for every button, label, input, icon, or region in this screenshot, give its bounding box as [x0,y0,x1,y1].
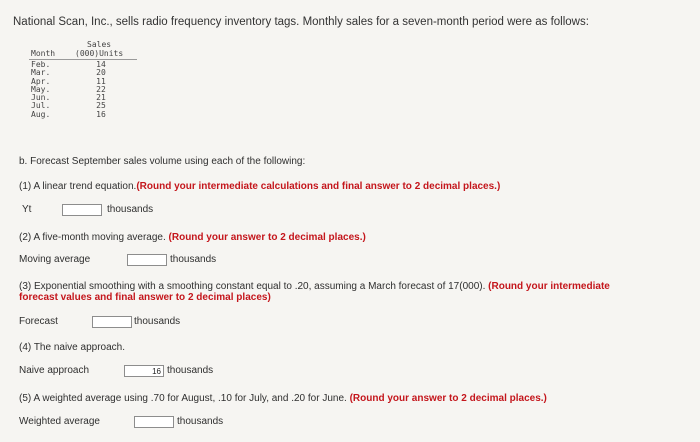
moving-average-input[interactable] [127,254,167,266]
problem-intro: National Scan, Inc., sells radio frequency inventory tags. Monthly sales for a seven-month period were as follows: [13,16,589,28]
q1-label: Yt [22,204,32,215]
q5-text: (5) A weighted average using .70 for August, .10 for July, and .20 for June. [19,393,347,404]
q2-text: (2) A five-month moving average. [19,232,166,243]
units-cell: 21 [96,93,106,103]
q1-text: (1) A linear trend equation. [19,181,137,192]
q4-label: Naive approach [19,365,90,376]
units-cell: 25 [96,101,106,111]
units-cell: 11 [96,76,106,86]
month-cell: Feb. [31,60,51,69]
header-sales: Sales [87,40,112,49]
q5-label: Weighted average [19,416,100,427]
q3-unit: thousands [134,316,181,327]
q3-prompt [19,281,610,292]
q2-unit: thousands [170,254,217,265]
weighted-average-input[interactable] [134,416,174,428]
q2-label: Moving average [19,254,91,265]
month-cell: Mar. [31,68,51,78]
month-cell: May. [31,84,51,94]
month-cell: Aug. [31,109,51,119]
q3-note-line1: (Round your intermediate [488,281,610,292]
part-b-heading: b. Forecast September sales volume using each of the following: [19,156,306,167]
yt-input[interactable] [62,204,102,216]
q2-note: (Round your answer to 2 decimal places.) [168,232,366,243]
header-month: Month [31,49,56,58]
q2-prompt [19,232,366,243]
units-cell: 22 [96,84,106,94]
units-cell: 16 [96,109,106,119]
q1-note: (Round your intermediate calculations and final answer to 2 decimal places.) [136,181,501,192]
q3-note-line2: forecast values and final answer to 2 decimal places) [19,292,271,303]
q1-unit: thousands [107,204,154,215]
naive-approach-input[interactable] [124,365,164,377]
table-row [31,111,135,119]
month-cell: Jul. [31,101,51,111]
q4-prompt: (4) The naive approach. [19,342,125,353]
q3-label: Forecast [19,316,58,327]
q3-text: (3) Exponential smoothing with a smoothing constant equal to .20, assuming a March forecast of 17(000). [19,281,486,292]
q5-unit: thousands [177,416,224,427]
q1-prompt [19,181,500,192]
units-cell: 20 [96,68,106,78]
forecast-input[interactable] [92,316,132,328]
header-units: (000)Units [75,49,124,58]
month-cell: Apr. [31,76,51,86]
q5-note: (Round your answer to 2 decimal places.) [349,393,547,404]
q5-prompt [19,393,547,404]
q4-unit: thousands [167,365,214,376]
month-cell: Jun. [31,93,51,103]
table-rows [31,61,135,119]
units-cell: 14 [96,60,106,69]
